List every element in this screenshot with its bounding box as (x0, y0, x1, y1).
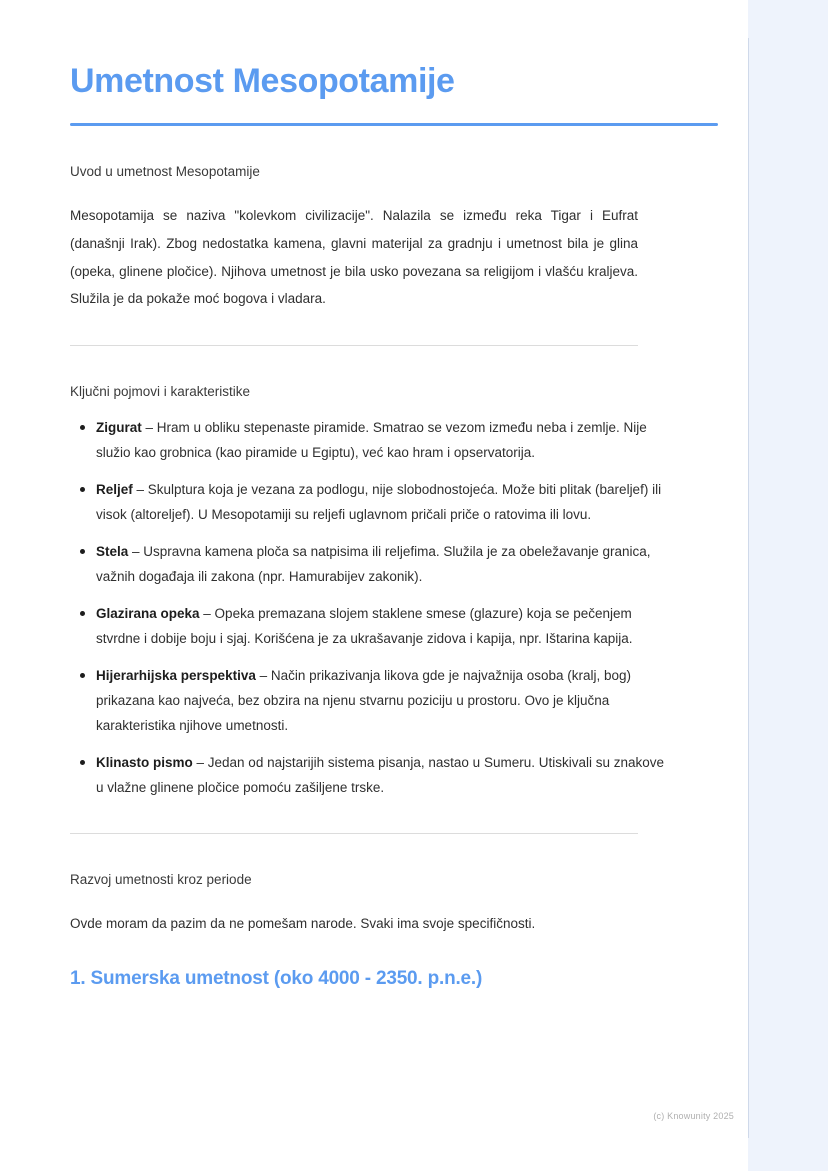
periods-heading: Razvoj umetnosti kroz periode (70, 871, 252, 887)
list-item (96, 664, 664, 739)
first-period-title: 1. Sumerska umetnost (oko 4000 - 2350. p.n.e.) (70, 967, 483, 989)
term-definition: – Skulptura koja je vezana za podlogu, nije slobodnostojeća. Može biti plitak (bareljef) ili visok (altoreljef). U Mesopotamiji su reljefi uglavnom pričali priče o ratovima ili lovu. (96, 482, 662, 523)
section-divider-2 (70, 833, 638, 834)
right-side-panel (748, 0, 828, 1171)
term-name: Glazirana opeka (96, 606, 200, 622)
title-underline (70, 123, 718, 126)
footer-credit: (c) Knowunity 2025 (653, 1111, 734, 1121)
term-definition: – Hram u obliku stepenaste piramide. Smatrao se vezom između neba i zemlje. Nije služio kao grobnica (kao piramide u Egiptu), već kao hram i opservatorija. (96, 420, 647, 461)
intro-paragraph: Mesopotamija se naziva "kolevkom civilizacije". Nalazila se između reka Tigar i Eufrat (današnji Irak). Zbog nedostatka kamena, glavni materijal za gradnju i umetnost bila je glina (opeka, glinene pločice). Njihova umetnost je bila usko povezana sa religijom i vlašću kraljeva. Služila je da pokaže moć bogova i vladara. (70, 208, 638, 307)
term-definition: – Jedan od najstarijih sistema pisanja, nastao u Sumeru. Utiskivali su znakove u vlažne glinene pločice pomoću zašiljene trske. (96, 754, 665, 795)
page-title: Umetnost Mesopotamije (70, 62, 455, 100)
term-name: Zigurat (96, 420, 142, 436)
list-item (96, 540, 664, 590)
document-content (70, 0, 665, 990)
term-definition: – Opeka premazana slojem staklene smese (glazure) koja se pečenjem stvrdne i dobije boju i sjaj. Korišćena je za ukrašavanje zidova i kapija, npr. Ištarina kapija. (96, 606, 633, 647)
list-item (96, 478, 664, 528)
terms-heading: Ključni pojmovi i karakteristike (70, 384, 251, 400)
page-edge-divider (748, 38, 749, 1138)
term-name: Stela (96, 544, 129, 560)
terms-list (70, 416, 664, 801)
term-definition: – Uspravna kamena ploča sa natpisima ili reljefima. Služila je za obeležavanje granica, važnih događaja ili zakona (npr. Hamurabijev zakonik). (96, 544, 651, 585)
list-item (96, 602, 664, 652)
list-item (96, 751, 664, 801)
term-definition: – Način prikazivanja likova gde je najvažnija osoba (kralj, bog) prikazana kao najveća, bez obzira na njenu stvarnu poziciju u prostoru. Ovo je ključna karakteristika njihove umetnosti. (96, 668, 632, 733)
term-name: Klinasto pismo (96, 754, 193, 770)
section-divider-1 (70, 345, 638, 346)
term-name: Reljef (96, 482, 133, 498)
list-item (96, 416, 664, 466)
term-name: Hijerarhijska perspektiva (96, 668, 256, 684)
intro-heading: Uvod u umetnost Mesopotamije (70, 164, 260, 180)
periods-note: Ovde moram da pazim da ne pomešam narode. Svaki ima svoje specifičnosti. (70, 916, 536, 932)
